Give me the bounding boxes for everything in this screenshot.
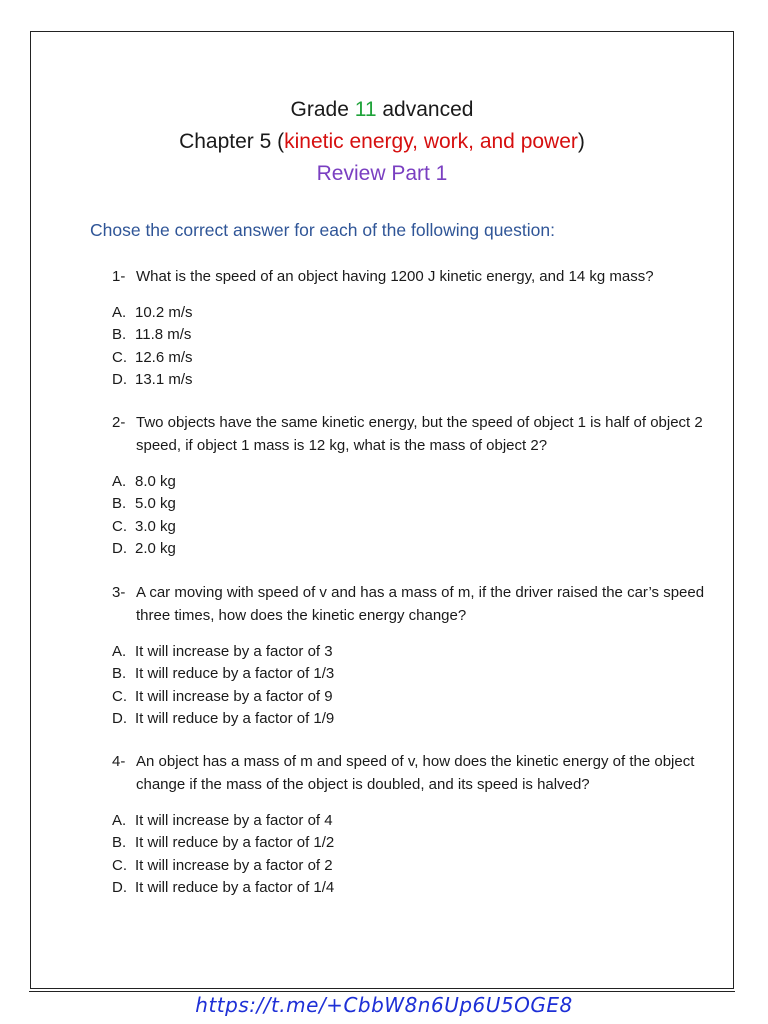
option-letter: A. bbox=[112, 304, 127, 321]
option-letter: A. bbox=[112, 812, 127, 829]
option-c bbox=[112, 516, 176, 538]
question-4 bbox=[112, 751, 712, 796]
option-d bbox=[112, 877, 334, 899]
option-letter: C. bbox=[112, 856, 127, 874]
page-frame bbox=[30, 31, 734, 989]
option-letter: C. bbox=[112, 687, 127, 705]
chapter-topic: kinetic energy, work, and power bbox=[284, 130, 578, 153]
options-2 bbox=[112, 471, 176, 560]
option-text: It will increase by a factor of 3 bbox=[135, 643, 333, 660]
option-text: 10.2 m/s bbox=[135, 304, 193, 321]
option-text: 12.6 m/s bbox=[135, 348, 193, 366]
option-text: It will increase by a factor of 9 bbox=[135, 687, 333, 705]
option-b bbox=[112, 493, 176, 515]
question-2 bbox=[112, 412, 712, 457]
option-text: 2.0 kg bbox=[135, 539, 176, 557]
title-block bbox=[31, 94, 733, 190]
chapter-prefix: Chapter 5 ( bbox=[179, 130, 285, 153]
option-text: 13.1 m/s bbox=[135, 370, 193, 388]
question-number: 2- bbox=[112, 414, 126, 431]
option-text: It will reduce by a factor of 1/4 bbox=[135, 878, 335, 896]
option-letter: B. bbox=[112, 834, 127, 852]
option-text: 11.8 m/s bbox=[135, 326, 192, 344]
chapter-title bbox=[31, 126, 733, 158]
options-3 bbox=[112, 641, 334, 730]
options-4 bbox=[112, 810, 334, 899]
option-a bbox=[112, 810, 334, 832]
option-letter: D. bbox=[112, 878, 127, 896]
option-a bbox=[112, 641, 334, 663]
option-text: 3.0 kg bbox=[135, 517, 176, 535]
question-text: An object has a mass of m and speed of v, how does the kinetic energy of the object change if the mass of the object is doubled, and its speed is halved? bbox=[136, 753, 695, 793]
option-text: It will increase by a factor of 4 bbox=[135, 812, 333, 829]
option-d bbox=[112, 708, 334, 730]
option-c bbox=[112, 855, 334, 877]
option-b bbox=[112, 324, 193, 346]
question-number: 3- bbox=[112, 584, 126, 601]
question-text: Two objects have the same kinetic energy, but the speed of object 1 is half of object 2 speed, if object 1 mass is 12 kg, what is the mass of object 2? bbox=[136, 414, 703, 454]
option-a bbox=[112, 302, 193, 324]
question-3 bbox=[112, 582, 712, 627]
option-letter: D. bbox=[112, 370, 127, 388]
option-d bbox=[112, 538, 176, 560]
grade-prefix: Grade bbox=[290, 98, 355, 121]
option-letter: B. bbox=[112, 326, 127, 344]
option-text: It will reduce by a factor of 1/2 bbox=[135, 834, 335, 852]
grade-suffix: advanced bbox=[376, 98, 474, 121]
option-d bbox=[112, 369, 193, 391]
question-text: A car moving with speed of v and has a mass of m, if the driver raised the car’s speed three times, how does the kinetic energy change? bbox=[136, 584, 705, 624]
option-b bbox=[112, 663, 334, 685]
option-letter: D. bbox=[112, 709, 127, 727]
option-c bbox=[112, 347, 193, 369]
option-letter: A. bbox=[112, 643, 127, 660]
telegram-link[interactable]: https://t.me/+CbbW8n6Up6U5OGE8 bbox=[195, 993, 573, 1017]
option-text: It will reduce by a factor of 1/9 bbox=[135, 709, 335, 727]
options-1 bbox=[112, 302, 193, 391]
question-1 bbox=[112, 266, 712, 289]
question-number: 1- bbox=[112, 268, 126, 285]
option-letter: C. bbox=[112, 348, 127, 366]
question-number: 4- bbox=[112, 753, 126, 770]
option-letter: B. bbox=[112, 665, 127, 683]
question-text: What is the speed of an object having 1200 J kinetic energy, and 14 kg mass? bbox=[136, 268, 654, 285]
option-letter: A. bbox=[112, 473, 127, 490]
grade-number: 11 bbox=[354, 98, 377, 121]
option-text: 5.0 kg bbox=[135, 495, 176, 513]
option-a bbox=[112, 471, 176, 493]
instruction-text: Chose the correct answer for each of the following question: bbox=[90, 220, 555, 240]
chapter-suffix: ) bbox=[577, 130, 585, 153]
review-subtitle: Review Part 1 bbox=[316, 162, 448, 185]
option-text: 8.0 kg bbox=[135, 473, 176, 490]
option-text: It will increase by a factor of 2 bbox=[135, 856, 333, 874]
option-letter: B. bbox=[112, 495, 127, 513]
option-letter: C. bbox=[112, 517, 127, 535]
option-b bbox=[112, 832, 334, 854]
option-text: It will reduce by a factor of 1/3 bbox=[135, 665, 335, 683]
grade-title bbox=[31, 94, 733, 126]
option-c bbox=[112, 686, 334, 708]
option-letter: D. bbox=[112, 539, 127, 557]
